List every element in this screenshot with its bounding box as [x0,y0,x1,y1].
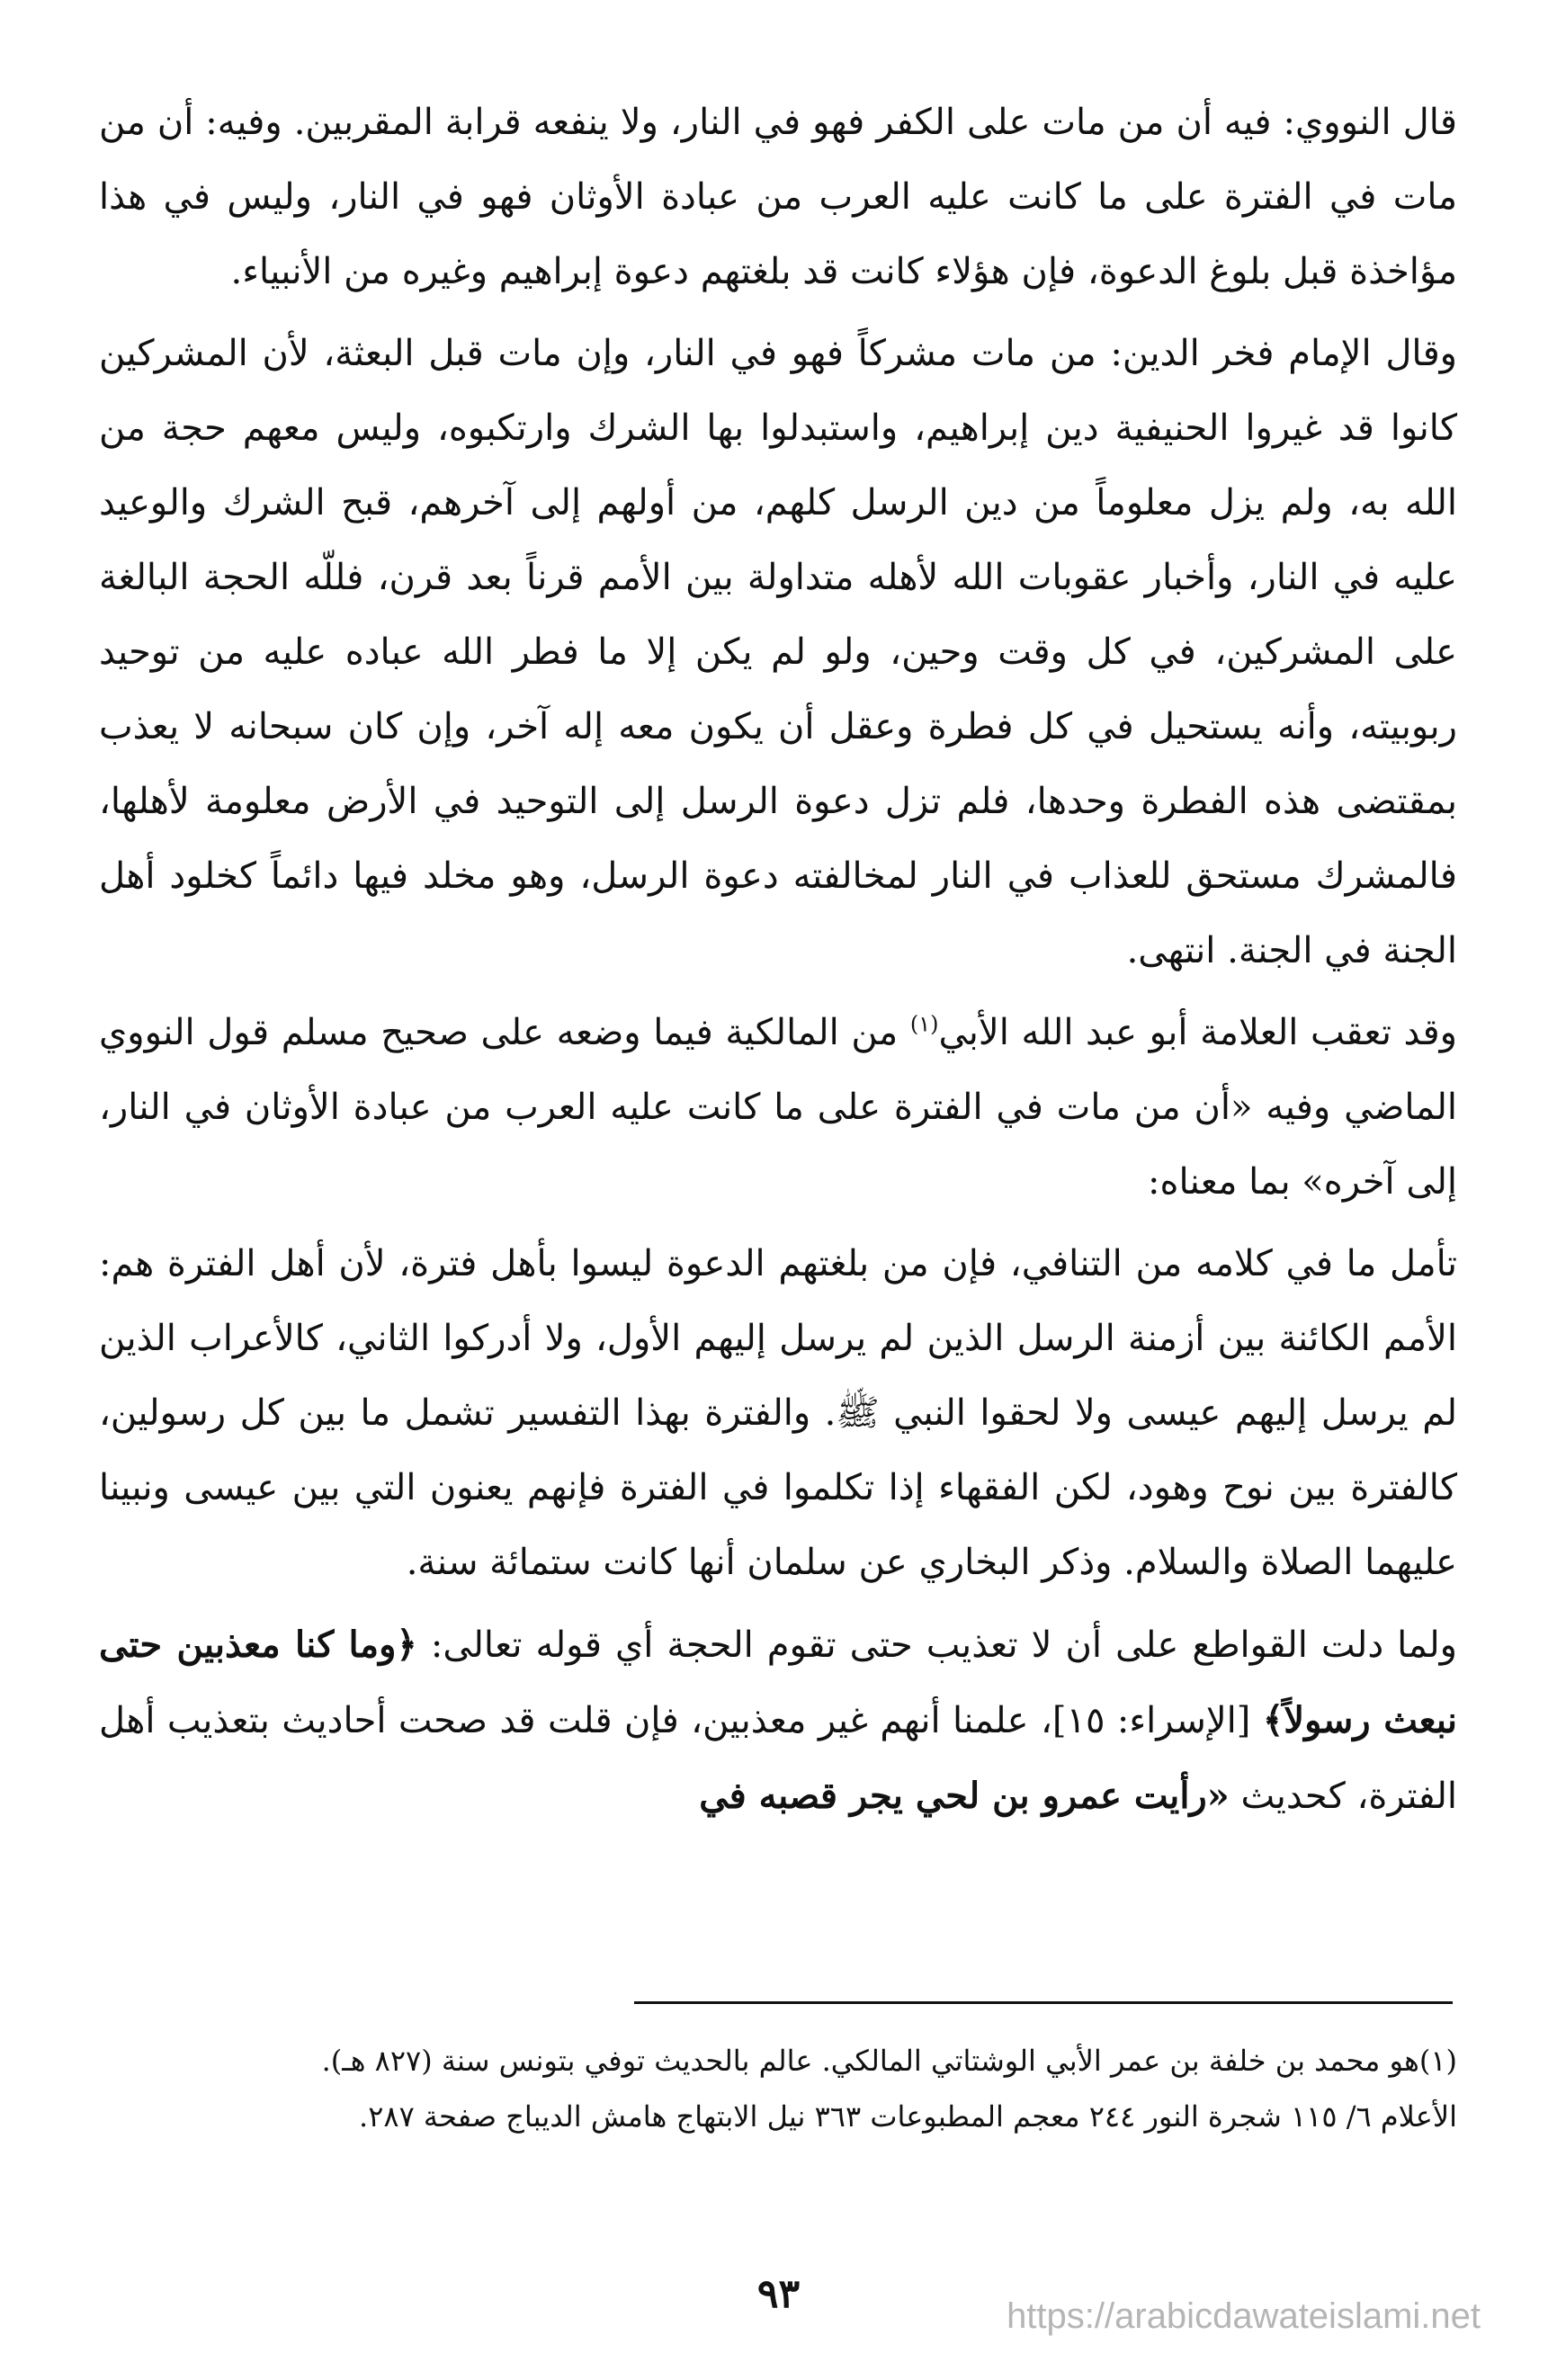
paragraph-nawawi: قال النووي: فيه أن من مات على الكفر فهو في النار، ولا ينفعه قرابة المقربين. وفيه: أن من مات في الفترة على ما كانت عليه العرب من عبادة الأوثان فهو في النار، وليس في هذا مؤاخذة قبل بلوغ الدعوة، فإن هؤلاء كانت قد بلغتهم دعوة إبراهيم وغيره من الأنبياء. [99,102,1457,292]
page-number: ٩٣ [756,2271,801,2317]
footnote-1-references: الأعلام ٦/ ١١٥ شجرة النور ٢٤٤ معجم المطبوعات ٣٦٣ نيل الابتهاج هامش الديباج صفحة ٢٨٧. [359,2099,1457,2134]
quran-verse: ﴿وما كنا معذبين حتى نبعث رسولاً﴾ [99,1624,1457,1741]
footnote-1: (١)هو محمد بن خلفة بن عمر الأبي الوشتاتي المالكي. عالم بالحديث توفي بتونس سنة (٨٢٧ هـ). [321,2044,1457,2078]
paragraph-al-ubbi [99,996,1457,1220]
proof-middle: [الإسراء: ١٥]، علمنا أنهم غير معذبين، فإن قلت قد صحت أحاديث بتعذيب أهل الفترة، كحديث [99,1700,1457,1817]
paragraph-fakhr-al-din: وقال الإمام فخر الدين: من مات مشركاً فهو في النار، وإن مات قبل البعثة، لأن المشركين كانوا قد غيروا الحنيفية دين إبراهيم، واستبدلوا بها الشرك وارتكبوه، وليس معهم حجة من الله به، ولم يزل معلوماً من دين الرسل كلهم، من أولهم إلى آخرهم، قبح الشرك والوعيد عليه في النار، وأخبار عقوبات الله لأهله متداولة بين الأمم قرناً بعد قرن، فللّه الحجة البالغة على المشركين، في كل وقت وحين، ولو لم يكن إلا ما فطر الله عباده عليه من توحيد ربوبيته، وأنه يستحيل في كل فطرة وعقل أن يكون معه إله آخر، وإن كان سبحانه لا يعذب بمقتضى هذه الفطرة وحدها، فلم تزل دعوة الرسل إلى التوحيد في الأرض معلومة لأهلها، فالمشرك مستحق للعذاب في النار لمخالفته دعوة الرسل، وهو مخلد فيها دائماً كخلود أهل الجنة في الجنة. انتهى. [99,333,1458,971]
footnote-divider [634,2001,1453,2004]
hadith-quote: «رأيت عمرو بن لحي يجر قصبه في [699,1775,1230,1817]
paragraph-fatra-definition: تأمل ما في كلامه من التنافي، فإن من بلغتهم الدعوة ليسوا بأهل فترة، لأن أهل الفترة هم: الأمم الكائنة بين أزمنة الرسل الذين لم يرسل إليهم الأول، ولا أدركوا الثاني، كالأعراب الذين لم يرسل إليهم عيسى ولا لحقوا النبي ﷺ. والفترة بهذا التفسير تشمل ما بين كل رسولين، كالفترة بين نوح وهود، لكن الفقهاء إذا تكلموا في الفترة فإنهم يعنون التي بين عيسى ونبينا عليهما الصلاة والسلام. وذكر البخاري عن سلمان أنها كانت ستمائة سنة. [99,1243,1458,1583]
proof-intro: ولما دلت القواطع على أن لا تعذيب حتى تقوم الحجة أي قوله تعالى: [416,1624,1458,1666]
paragraph-al-ubbi-end: من المالكية فيما وضعه على صحيح مسلم قول النووي الماضي وفيه «أن من مات في الفترة على ما كانت عليه العرب من عبادة الأوثان في النار، إلى آخره» بما معناه: [99,1012,1457,1203]
footnote-marker: (١) [909,1011,939,1037]
footnotes [99,2033,1457,2144]
paragraph-quran-proof [99,1607,1457,1834]
main-text [99,85,1457,1841]
paragraph-al-ubbi-start: وقد تعقب العلامة أبو عبد الله الأبي [938,1012,1457,1053]
watermark-url: https://arabicdawateislami.net [1007,2296,1481,2336]
